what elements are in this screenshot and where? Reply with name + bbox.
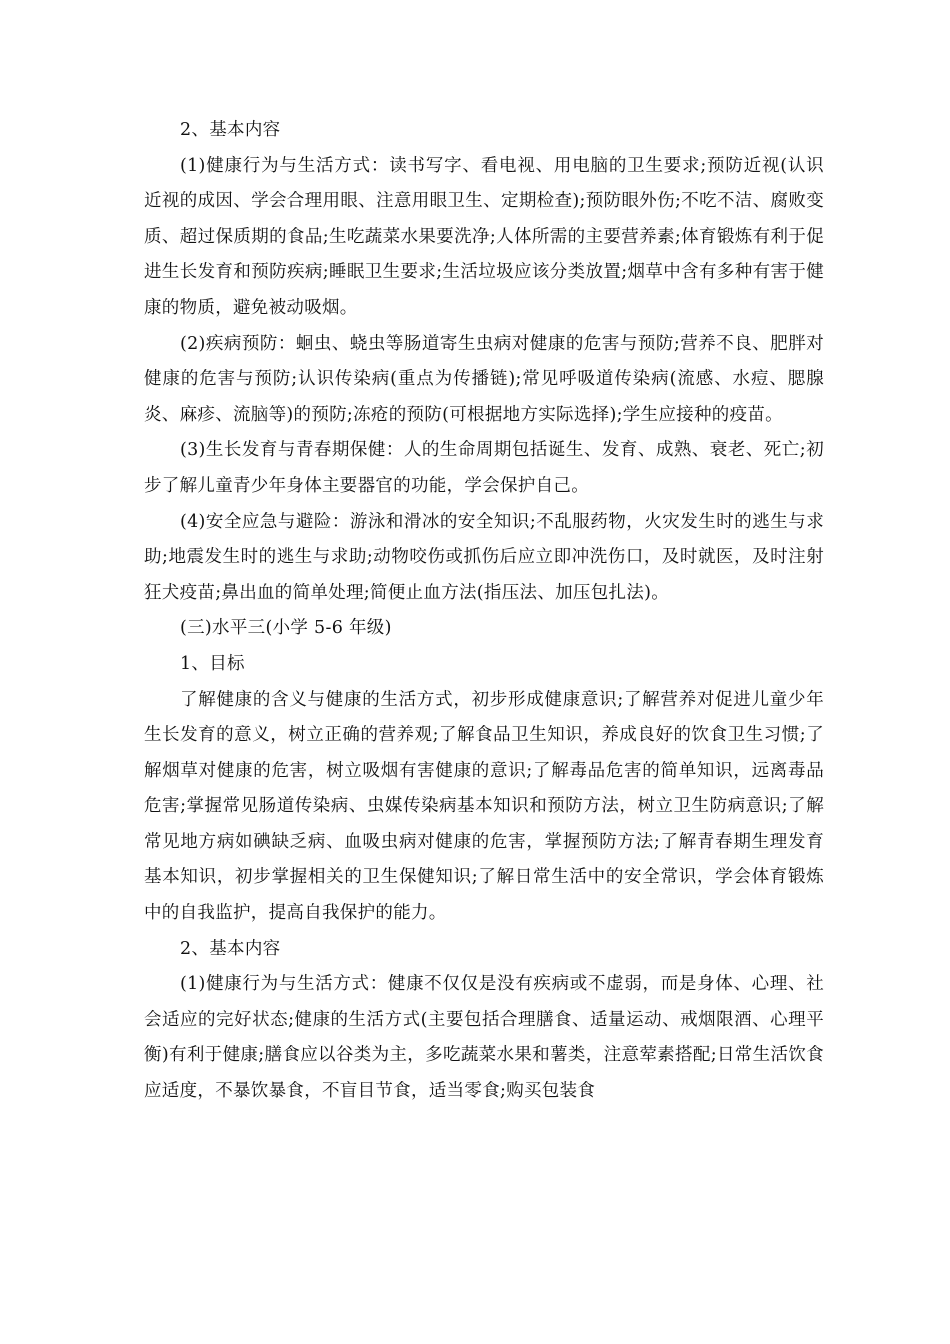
paragraph-1-1: (1)健康行为与生活方式：读书写字、看电视、用电脑的卫生要求;预防近视(认识近视的成因、学会合理用眼、注意用眼卫生、定期检查);预防眼外伤;不吃不洁、腐败变质、超过保质期的食品;生吃蔬菜水果要洗净;人体所需的主要营养素;体育锻炼有利于促进生长发育和预防疾病;睡眠卫生要求;生活垃圾应该分类放置;烟草中含有多种有害于健康的物质，避免被动吸烟。 — [144, 155, 824, 318]
paragraph-2-1: (1)健康行为与生活方式：健康不仅仅是没有疾病或不虚弱，而是身体、心理、社会适应的完好状态;健康的生活方式(主要包括合理膳食、适量运动、戒烟限酒、心理平衡)有利于健康;膳食应以谷类为主，多吃蔬菜水果和薯类，注意荤素搭配;日常生活饮食应适度，不暴饮暴食，不盲目节食，适当零食;购买包装食 — [144, 974, 824, 1102]
paragraph-1-4: (4)安全应急与避险：游泳和滑冰的安全知识;不乱服药物，火灾发生时的逃生与求助;地震发生时的逃生与求助;动物咬伤或抓伤后应立即冲洗伤口，及时就医，及时注射狂犬疫苗;鼻出血的简单处理;简便止血方法(指压法、加压包扎法)。 — [144, 511, 824, 603]
heading-basic-content-1: 2、基本内容 — [180, 120, 281, 140]
document-page — [144, 113, 824, 1110]
paragraph-1-2: (2)疾病预防：蛔虫、蛲虫等肠道寄生虫病对健康的危害与预防;营养不良、肥胖对健康的危害与预防;认识传染病(重点为传播链);常见呼吸道传染病(流感、水痘、腮腺炎、麻疹、流脑等)的预防;冻疮的预防(可根据地方实际选择);学生应接种的疫苗。 — [144, 333, 824, 425]
heading-level-three: (三)水平三(小学 5-6 年级) — [180, 618, 392, 639]
paragraph-goals: 了解健康的含义与健康的生活方式，初步形成健康意识;了解营养对促进儿童少年生长发育的意义，树立正确的营养观;了解食品卫生知识，养成良好的饮食卫生习惯;了解烟草对健康的危害，树立吸烟有害健康的意识;了解毒品危害的简单知识，远离毒品危害;掌握常见肠道传染病、虫媒传染病基本知识和预防方法，树立卫生防病意识;了解常见地方病如碘缺乏病、血吸虫病对健康的危害，掌握预防方法;了解青春期生理发育基本知识，初步掌握相关的卫生保健知识;了解日常生活中的安全常识，学会体育锻炼中的自我监护，提高自我保护的能力。 — [144, 689, 824, 924]
heading-goals: 1、目标 — [180, 653, 245, 674]
heading-basic-content-2: 2、基本内容 — [180, 938, 281, 959]
paragraph-1-3: (3)生长发育与青春期保健：人的生命周期包括诞生、发育、成熟、衰老、死亡;初步了解儿童青少年身体主要器官的功能，学会保护自己。 — [144, 440, 824, 496]
